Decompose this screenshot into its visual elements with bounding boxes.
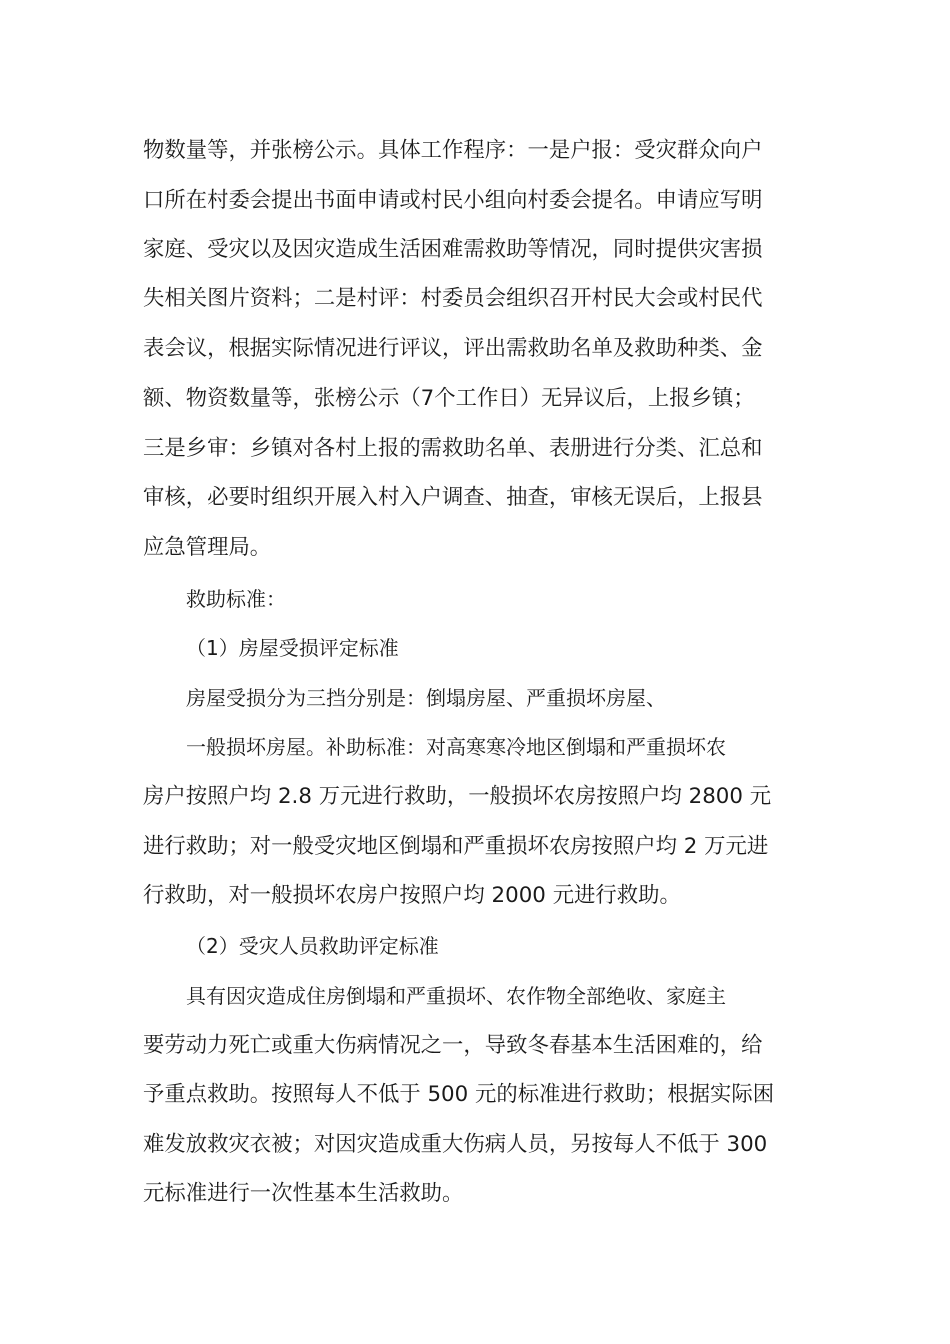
paragraph-line: 元标准进行一次性基本生活救助。 (143, 1181, 464, 1206)
paragraph-line: 具有因灾造成住房倒塌和严重损坏、农作物全部绝收、家庭主 (186, 984, 726, 1008)
paragraph-line: 应急管理局。 (143, 535, 272, 560)
paragraph-line: 物数量等，并张榜公示。具体工作程序：一是户报：受灾群众向户 (143, 138, 763, 163)
paragraph-line: 一般损坏房屋。补助标准：对高寒寒冷地区倒塌和严重损坏农 (186, 735, 726, 759)
section-heading: 救助标准： (186, 587, 286, 611)
paragraph-line: 三是乡审：乡镇对各村上报的需救助名单、表册进行分类、汇总和 (143, 436, 763, 461)
paragraph-line: 额、物资数量等，张榜公示（7个工作日）无异议后，上报乡镇； (143, 386, 755, 411)
paragraph-line: 口所在村委会提出书面申请或村民小组向村委会提名。申请应写明 (143, 188, 763, 213)
paragraph-line: 房屋受损分为三挡分别是：倒塌房屋、严重损坏房屋、 (186, 686, 666, 710)
subsection-heading: （1）房屋受损评定标准 (186, 636, 399, 660)
paragraph-line: 家庭、受灾以及因灾造成生活困难需救助等情况，同时提供灾害损 (143, 237, 763, 262)
paragraph-line: 难发放救灾衣被；对因灾造成重大伤病人员，另按每人不低于 300 (143, 1132, 768, 1157)
paragraph-line: 要劳动力死亡或重大伤病情况之一，导致冬春基本生活困难的，给 (143, 1033, 763, 1058)
paragraph-line: 行救助，对一般损坏农房户按照户均 2000 元进行救助。 (143, 883, 681, 908)
subsection-heading: （2）受灾人员救助评定标准 (186, 934, 439, 958)
paragraph-line: 失相关图片资料；二是村评：村委员会组织召开村民大会或村民代 (143, 286, 763, 311)
paragraph-line: 表会议，根据实际情况进行评议，评出需救助名单及救助种类、金 (143, 336, 763, 361)
paragraph-line: 予重点救助。按照每人不低于 500 元的标准进行救助；根据实际困 (143, 1082, 775, 1107)
paragraph-line: 审核，必要时组织开展入村入户调查、抽查，审核无误后，上报县 (143, 485, 763, 510)
paragraph-line: 进行救助；对一般受灾地区倒塌和严重损坏农房按照户均 2 万元进 (143, 834, 769, 859)
paragraph-line: 房户按照户均 2.8 万元进行救助，一般损坏农房按照户均 2800 元 (143, 784, 772, 809)
